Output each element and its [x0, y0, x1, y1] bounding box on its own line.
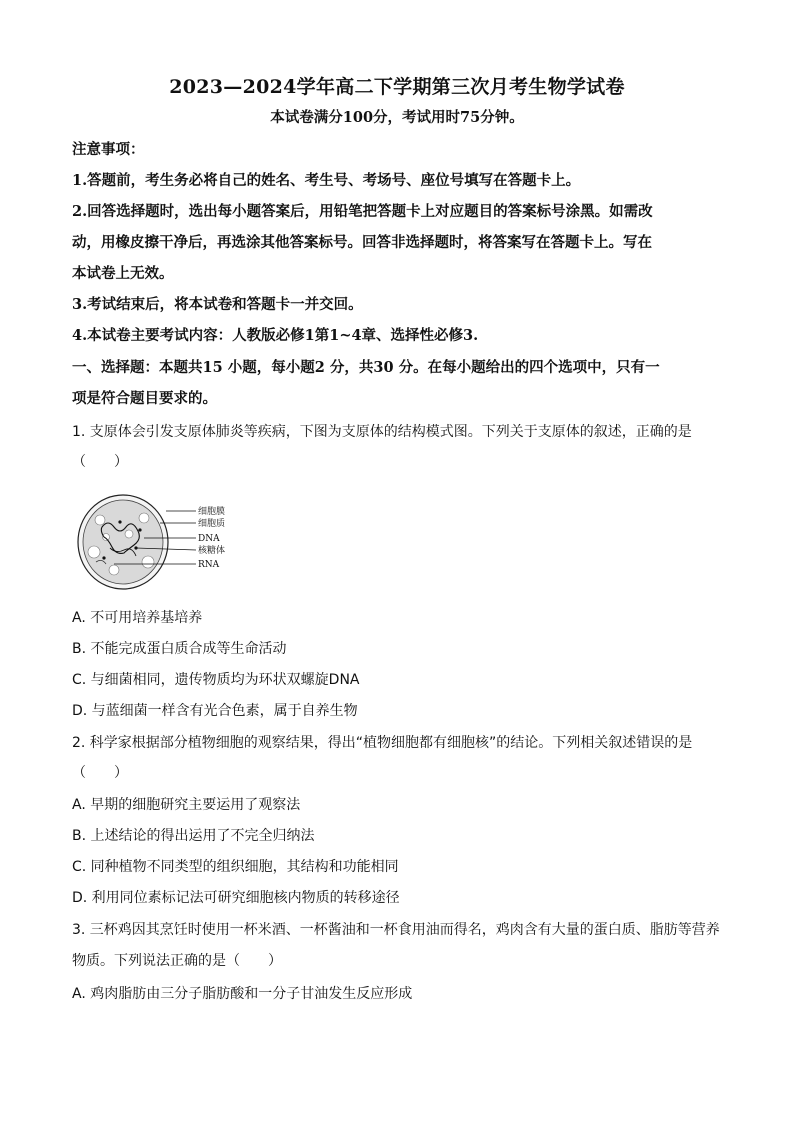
notice-item: 2.回答选择题时，选出每小题答案后，用铅笔把答题卡上对应题目的答案标号涂黑。如需改 — [72, 203, 653, 220]
notice-item: 3.考试结束后，将本试卷和答题卡一并交回。 — [72, 296, 363, 313]
figure-label-cytoplasm: 细胞质 — [198, 519, 226, 529]
figure-label-rna: RNA — [198, 560, 220, 570]
mycoplasma-structure-figure — [74, 492, 264, 592]
question-1-stem-cont: （ ） — [72, 454, 128, 470]
question-3-option-a: A. 鸡肉脂肪由三分子脂肪酸和一分子甘油发生反应形成 — [72, 986, 413, 1002]
figure-label-cell-membrane: 细胞膜 — [198, 507, 226, 517]
notice-item: 4.本试卷主要考试内容：人教版必修1第1~4章、选择性必修3. — [72, 327, 479, 344]
question-2-stem: 2. 科学家根据部分植物细胞的观察结果，得出“植物细胞都有细胞核”的结论。下列相关叙述错误的是 — [72, 735, 693, 751]
page-subtitle: 本试卷满分100分，考试用时75分钟。 — [270, 109, 524, 126]
question-2-option-d: D. 利用同位素标记法可研究细胞核内物质的转移途径 — [72, 890, 400, 906]
notice-item: 本试卷上无效。 — [72, 265, 174, 282]
question-2-option-b: B. 上述结论的得出运用了不完全归纳法 — [72, 828, 315, 844]
cytoplasm — [83, 500, 163, 584]
question-1-option-b: B. 不能完成蛋白质合成等生命活动 — [72, 641, 287, 657]
question-2-option-c: C. 同种植物不同类型的组织细胞，其结构和功能相同 — [72, 859, 399, 875]
figure-label-dna: DNA — [198, 534, 220, 544]
figure-label-ribosome: 核糖体 — [198, 546, 226, 556]
question-2-option-a: A. 早期的细胞研究主要运用了观察法 — [72, 797, 301, 813]
notice-item: 1.答题前，考生务必将自己的姓名、考生号、考场号、座位号填写在答题卡上。 — [72, 172, 581, 189]
section-heading: 一、选择题：本题共15 小题，每小题2 分，共30 分。在每小题给出的四个选项中，只有一 — [72, 359, 660, 376]
question-3-stem-cont: 物质。下列说法正确的是（ ） — [72, 953, 282, 969]
notice-heading: 注意事项： — [72, 141, 145, 158]
section-heading-cont: 项是符合题目要求的。 — [72, 390, 217, 407]
question-1-option-c: C. 与细菌相同，遗传物质均为环状双螺旋DNA — [72, 672, 360, 688]
question-1-option-a: A. 不可用培养基培养 — [72, 610, 203, 626]
page-title: 2023—2024学年高二下学期第三次月考生物学试卷 — [169, 76, 625, 98]
question-1-stem: 1. 支原体会引发支原体肺炎等疾病，下图为支原体的结构模式图。下列关于支原体的叙述，正确的是 — [72, 424, 692, 440]
question-3-stem: 3. 三杯鸡因其烹饪时使用一杯米酒、一杯酱油和一杯食用油而得名，鸡肉含有大量的蛋白质、脂肪等营养 — [72, 922, 720, 938]
question-1-option-d: D. 与蓝细菌一样含有光合色素，属于自养生物 — [72, 703, 358, 719]
question-2-stem-cont: （ ） — [72, 765, 128, 781]
notice-item: 动，用橡皮擦干净后，再选涂其他答案标号。回答非选择题时，将答案写在答题卡上。写在 — [72, 234, 652, 251]
